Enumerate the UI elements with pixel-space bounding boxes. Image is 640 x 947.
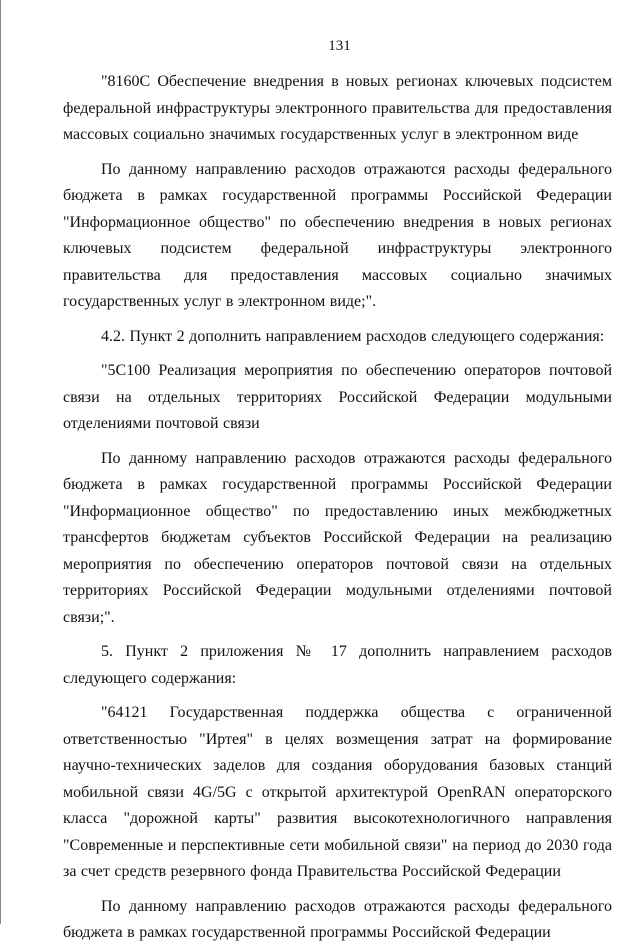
paragraph-8160c-title: "8160С Обеспечение внедрения в новых регионах ключевых подсистем федеральной инфраструктуры электронного правительства для предоставления массовых социально значимых государственных услуг в электронном виде — [63, 73, 612, 143]
paragraph-64121-description: По данному направлению расходов отражаются расходы федерального бюджета в рамках государственной программы Российской Федерации — [63, 897, 612, 941]
paragraph-section-4-2: 4.2. Пункт 2 дополнить направлением расходов следующего содержания: — [101, 327, 605, 345]
paragraph-64121-title: "64121 Государственная поддержка общества с ограниченной ответственностью "Иртея" в целях возмещения затрат на формирование научно-технических заделов для создания оборудования базовых станций мобильной связи 4G/5G с открытой архитектурой OpenRAN операторского класса "дорожной карты" развития высокотехнологичного направления "Современные и перспективные сети мобильной связи" на период до 2030 года за счет средств резервного фонда Правительства Российской Федерации — [63, 704, 612, 880]
paragraph-8160c-description: По данному направлению расходов отражаются расходы федерального бюджета в рамках государственной программы Российской Федерации "Информационное общество" по обеспечению внедрения в новых регионах ключевых подсистем федеральной инфраструктуры электронного правительства для предоставления массовых социально значимых государственных услуг в электронном виде;". — [63, 160, 612, 310]
page-number: 131 — [328, 38, 351, 54]
paragraph-section-5: 5. Пункт 2 приложения № 17 дополнить направлением расходов следующего содержания: — [63, 643, 612, 687]
paragraph-5c100-description: По данному направлению расходов отражаются расходы федерального бюджета в рамках государственной программы Российской Федерации "Информационное общество" по предоставлению иных межбюджетных трансфертов бюджетам субъектов Российской Федерации на реализацию мероприятия по обеспечению операторов почтовой связи на отдельных территориях Российской Федерации модульными отделениями почтовой связи;". — [63, 449, 612, 626]
paragraph-5c100-title: "5С100 Реализация мероприятия по обеспечению операторов почтовой связи на отдельных территориях Российской Федерации модульными отделениями почтовой связи — [63, 362, 612, 432]
